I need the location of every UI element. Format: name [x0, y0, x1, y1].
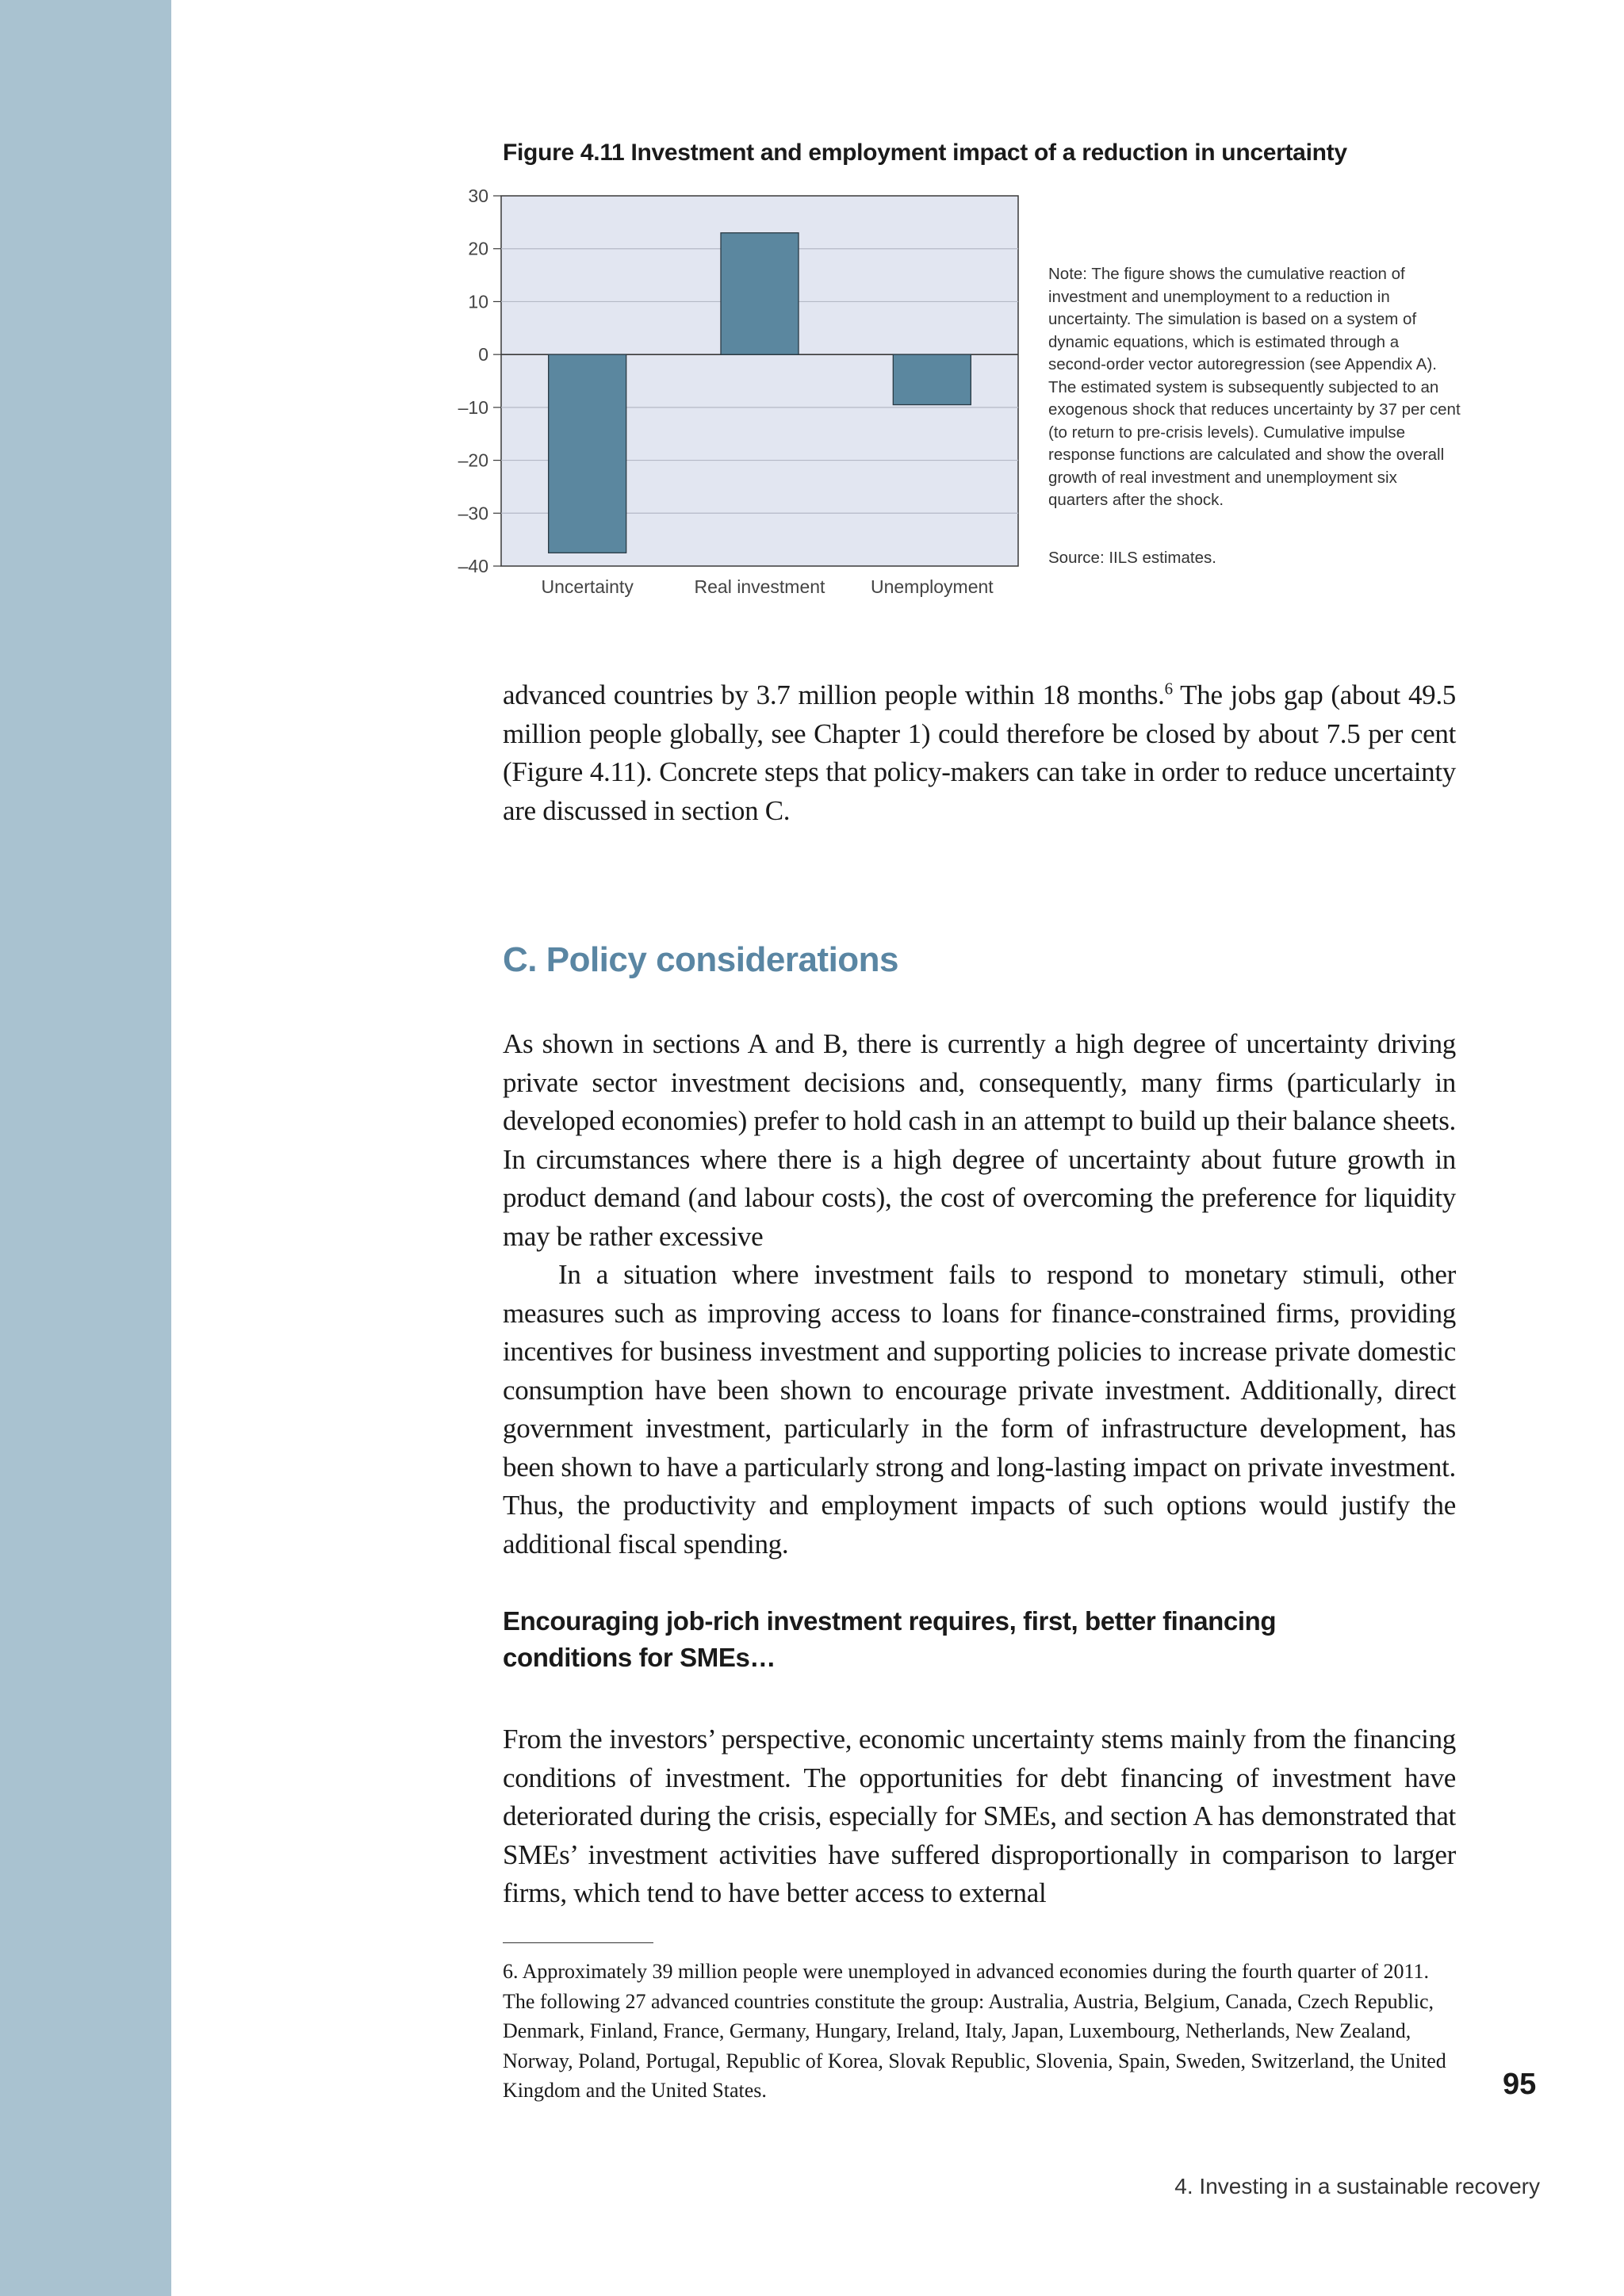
- y-tick-label: 30: [468, 186, 488, 206]
- sub-heading: Encouraging job-rich investment requires, first, better financing conditions for SMEs…: [503, 1606, 1277, 1672]
- bar-unemployment: [893, 354, 971, 404]
- figure-source: Source: IILS estimates.: [1048, 549, 1216, 567]
- y-tick-label: 10: [468, 291, 488, 312]
- figure-note: Note: The figure shows the cumulative reaction of investment and unemployment to a reduction in uncertainty. The simulation is based on a system of dynamic equations, which is estimated through a second-order vector autoregression (see Appendix A). The estimated system is subsequently subjected to an exogenous shock that reduces uncertainty by 37 per cent (to return to pre-crisis levels). Cumulative impulse response functions are calculated and show the overall growth of real investment and unemployment six quarters after the shock.: [1048, 265, 1461, 509]
- bar-real-investment: [721, 233, 799, 354]
- page-number: 95: [1503, 2068, 1537, 2101]
- intro-paragraph: [503, 676, 1456, 830]
- footnote-marker: 6: [1164, 679, 1173, 698]
- y-tick-label: –10: [458, 396, 488, 418]
- policy-paragraphs: [503, 1025, 1456, 1563]
- footnote-rule: [503, 1942, 653, 1943]
- running-footer: 4. Investing in a sustainable recovery: [1174, 2174, 1540, 2198]
- y-tick-label: 0: [478, 344, 488, 365]
- policy-paragraph-1: As shown in sections A and B, there is currently a high degree of uncertainty driving private sector investment decisions and, consequently, many firms (particularly in developed economies) prefer to hold cash in an attempt to build up their balance sheets. In circumstances where there is a high degree of uncertainty about future growth in product demand (and labour costs), the cost of overcoming the preference for liquidity may be rather excessive: [503, 1028, 1456, 1252]
- y-tick-label: –20: [458, 450, 488, 471]
- y-tick-label: –40: [458, 556, 488, 576]
- x-tick-label: Uncertainty: [541, 576, 634, 597]
- side-band: [0, 0, 171, 2296]
- figure-title: Figure 4.11 Investment and employment impact of a reduction in uncertainty: [503, 140, 1347, 166]
- investors-paragraph-text: From the investors’ perspective, economic uncertainty stems mainly from the financing conditions of investment. The opportunities for debt financing of investment have deteriorated during the crisis, especially for SMEs, and section A has demonstrated that SMEs’ investment activities have suffered disproportionally in comparison to larger firms, which tend to have better access to external: [503, 1724, 1456, 1908]
- investors-paragraph: [503, 1720, 1456, 1913]
- bar-chart: [444, 178, 1031, 607]
- y-tick-label: 20: [468, 238, 488, 259]
- section-heading: C. Policy considerations: [503, 940, 899, 979]
- intro-text-continued: The jobs gap (about 49.5 million people globally, see Chapter 1) could therefore be closed by about 7.5 per cent (Figure 4.11). Concrete steps that policy-makers can take in order to reduce uncertainty are discussed in section C.: [503, 679, 1456, 826]
- intro-text: advanced countries by 3.7 million people within 18 months.: [503, 679, 1165, 710]
- y-tick-label: –30: [458, 503, 488, 524]
- x-tick-label: Unemployment: [870, 576, 994, 597]
- policy-paragraph-2: In a situation where investment fails to respond to monetary stimuli, other measures such as improving access to loans for finance-constrained firms, providing incentives for business investment and supporting policies to increase private domestic consumption have been shown to encourage private investment. Additionally, direct government investment, particularly in the form of infrastructure development, has been shown to have a particularly strong and long-lasting impact on private investment. Thus, the productivity and employment impacts of such options would justify the additional fiscal spending.: [503, 1259, 1456, 1559]
- bar-uncertainty: [549, 354, 626, 553]
- footnote: [503, 1957, 1454, 2106]
- footnote-text: 6. Approximately 39 million people were unemployed in advanced economies during the fourth quarter of 2011. The following 27 advanced countries constitute the group: Australia, Austria, Belgium, Canada, Czech Republic, Denmark, Finland, France, Germany, Hungary, Ireland, Italy, Japan, Luxembourg, Netherlands, New Zealand, Norway, Poland, Portugal, Republic of Korea, Slovak Republic, Slovenia, Spain, Sweden, Switzerland, the United Kingdom and the United States.: [503, 1960, 1446, 2102]
- x-tick-label: Real investment: [694, 576, 825, 597]
